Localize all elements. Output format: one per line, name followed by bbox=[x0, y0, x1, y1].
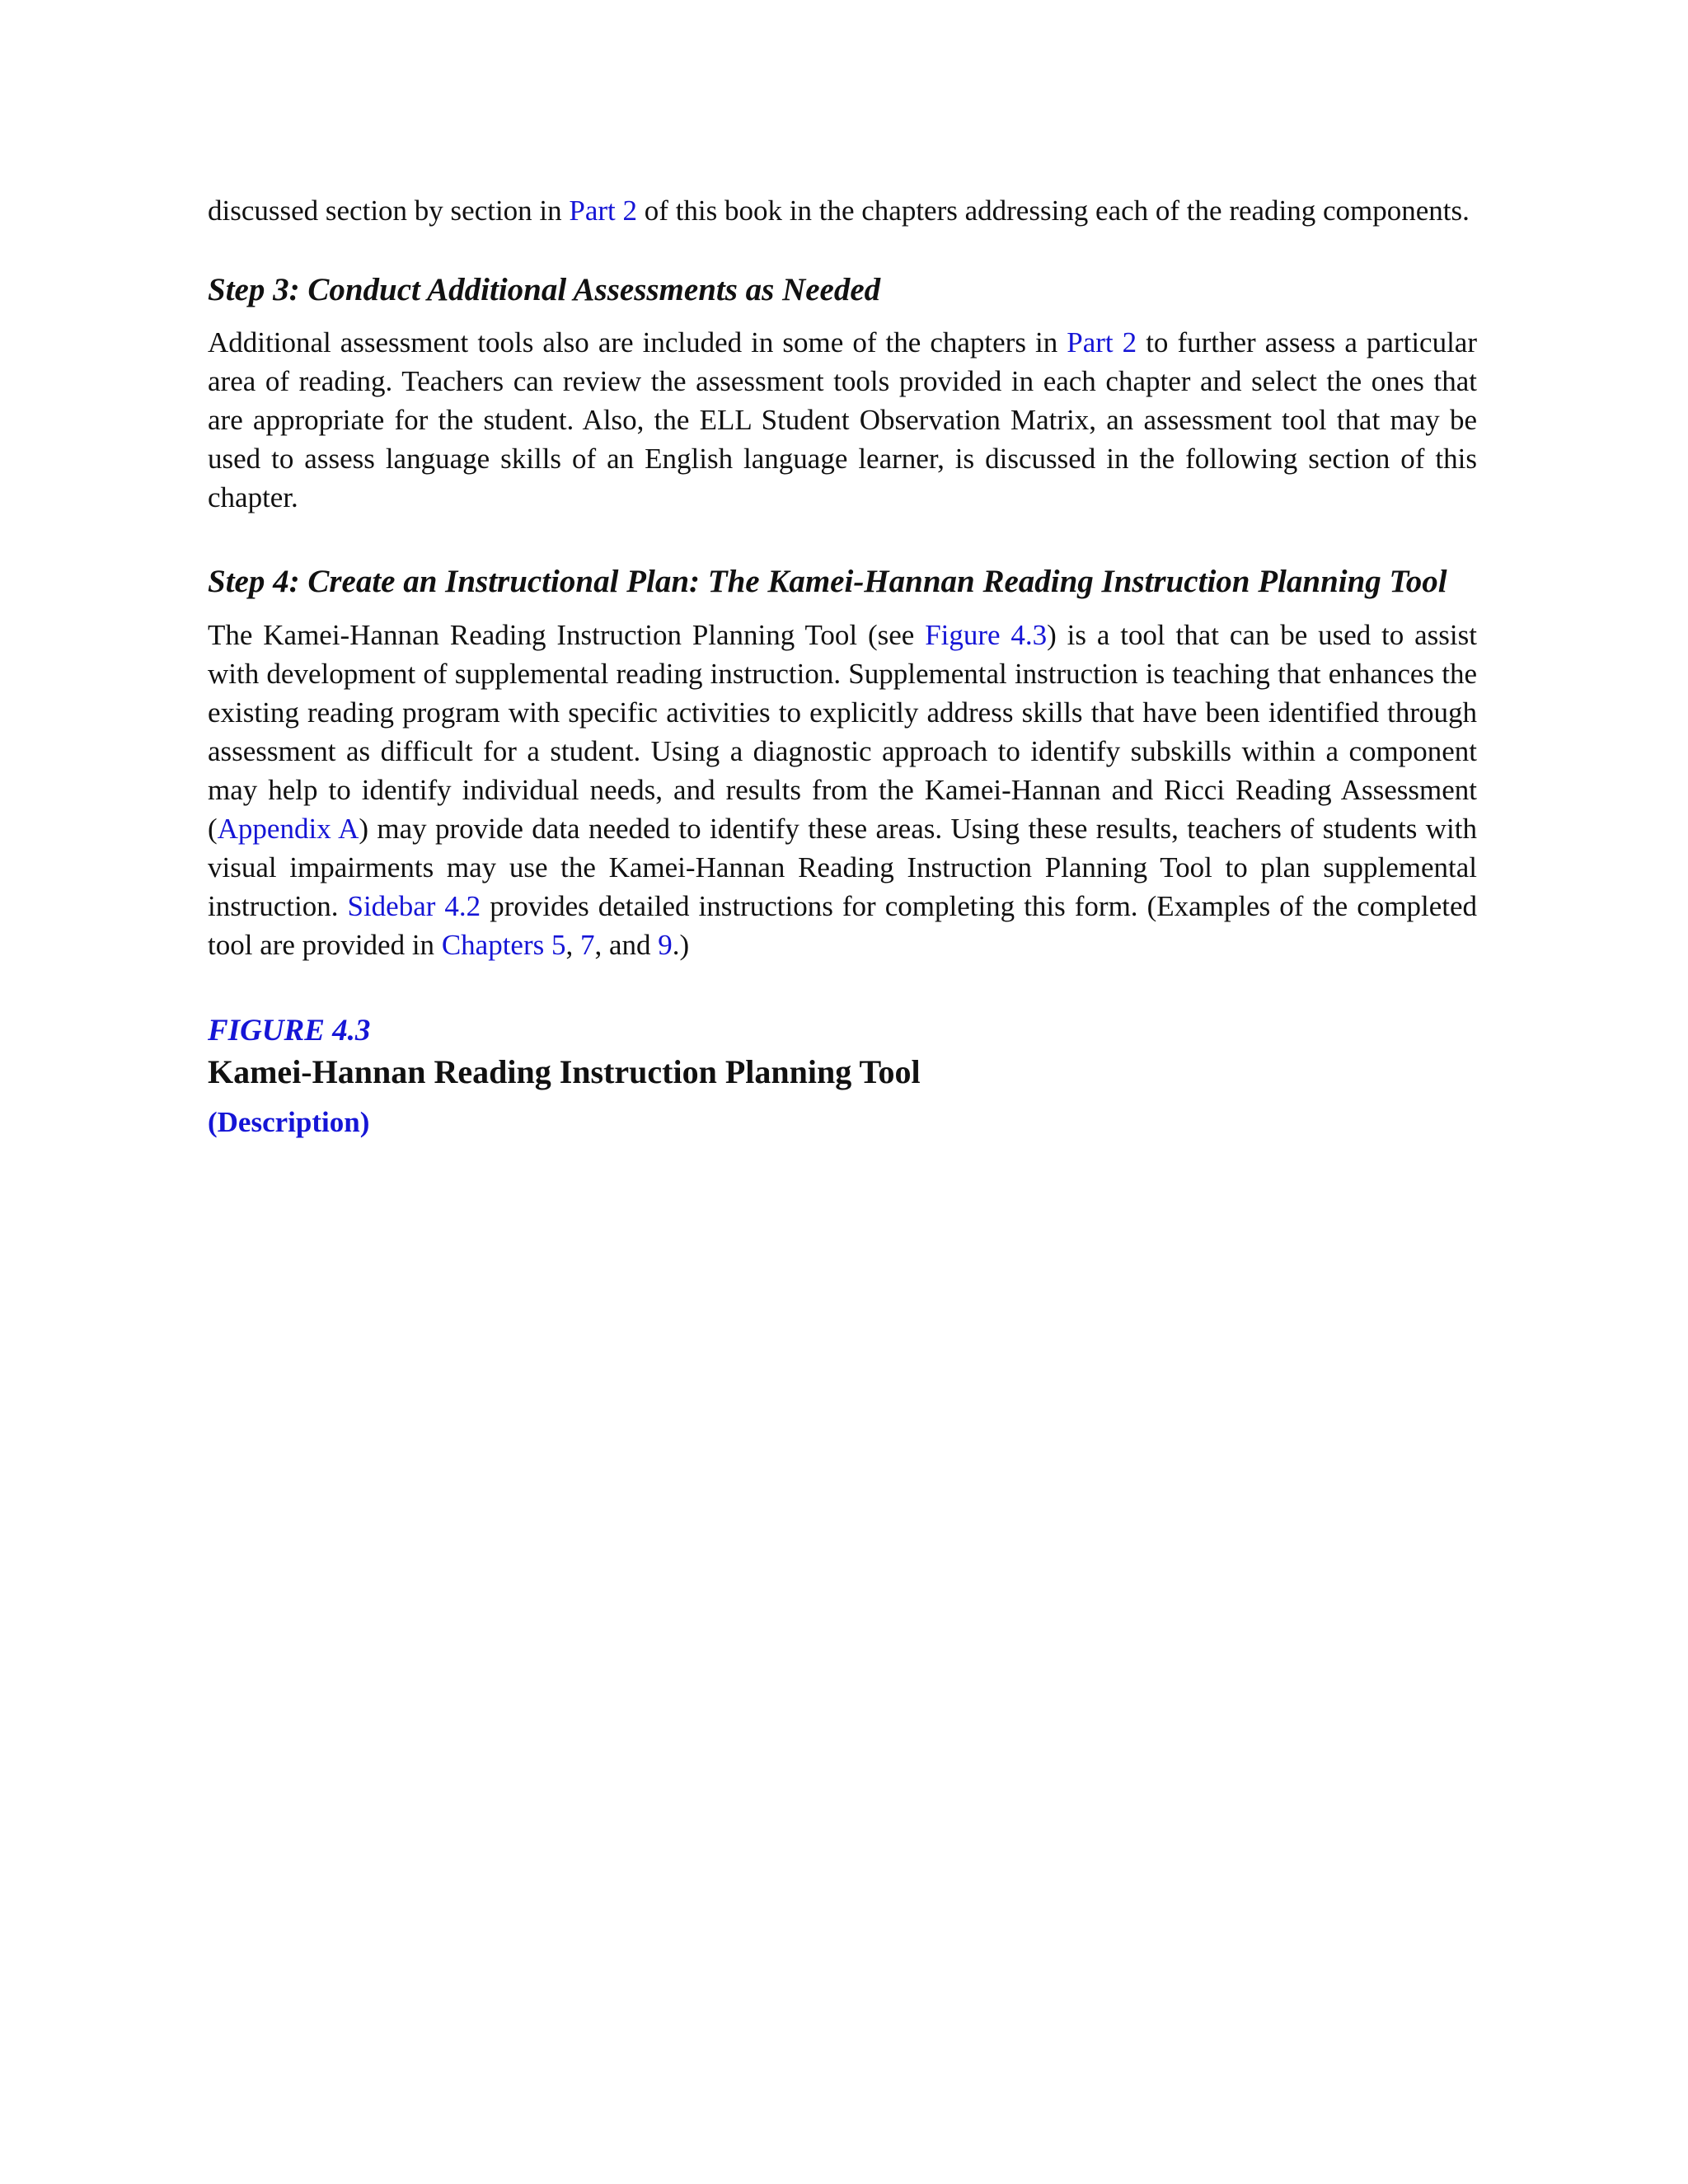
step-4-text-5: , bbox=[565, 929, 580, 961]
sidebar-4-2-link[interactable]: Sidebar 4.2 bbox=[347, 890, 481, 922]
step-3-text-1: Additional assessment tools also are included in some of the chapters in bbox=[208, 326, 1067, 359]
chapter-9-link[interactable]: 9 bbox=[658, 929, 673, 961]
figure-description-link[interactable]: (Description) bbox=[208, 1106, 370, 1138]
step-4-text-7: .) bbox=[672, 929, 690, 961]
chapter-5-link[interactable]: Chapters 5 bbox=[441, 929, 566, 961]
page-content bbox=[208, 191, 1477, 1142]
step-4-text-3: ) may provide data needed to identify these areas. Using these results, teachers of students with visual impairments may use the Kamei-Hannan Reading Instruction Planning Tool to plan supplemental instruction. bbox=[208, 813, 1478, 922]
part-2-link[interactable]: Part 2 bbox=[569, 194, 638, 227]
intro-text-1: discussed section by section in bbox=[208, 194, 570, 227]
figure-block bbox=[208, 1012, 1477, 1142]
part-2-link[interactable]: Part 2 bbox=[1067, 326, 1137, 359]
step-4-paragraph bbox=[208, 616, 1477, 964]
step-4-text-4: provides detailed instructions for completing this form. (Examples of the completed tool are provided in bbox=[208, 890, 1477, 961]
intro-text-2: of this book in the chapters addressing each of the reading components. bbox=[637, 194, 1470, 227]
step-4-text-1: The Kamei-Hannan Reading Instruction Planning Tool (see bbox=[208, 619, 926, 651]
figure-4-3-link[interactable]: Figure 4.3 bbox=[925, 619, 1048, 651]
step-4-text-2: ) is a tool that can be used to assist with development of supplemental reading instruction. Supplemental instruction is teaching that enhances the existing reading program with specific activities to explicitly address skills that have been identified through assessment as difficult for a student. Using a diagnostic approach to identify subskills within a component may help to identify individual needs, and results from the Kamei-Hannan and Ricci Reading Assessment ( bbox=[208, 619, 1477, 845]
appendix-a-link[interactable]: Appendix A bbox=[217, 813, 359, 845]
figure-title: Kamei-Hannan Reading Instruction Planning Tool bbox=[208, 1053, 921, 1090]
intro-paragraph bbox=[208, 191, 1477, 230]
step-3-text-2: to further assess a particular area of reading. Teachers can review the assessment tools provided in each chapter and select the ones that are appropriate for the student. Also, the ELL Student Observation Matrix, an assessment tool that may be used to assess language skills of an English language learner, is discussed in the following section of this chapter. bbox=[208, 326, 1477, 513]
chapter-7-link[interactable]: 7 bbox=[579, 929, 595, 961]
step-3-heading: Step 3: Conduct Additional Assessments as Needed bbox=[208, 272, 881, 307]
figure-label: FIGURE 4.3 bbox=[208, 1014, 371, 1047]
step-3-paragraph bbox=[208, 323, 1477, 517]
step-4-heading: Step 4: Create an Instructional Plan: The Kamei-Hannan Reading Instruction Planning Tool bbox=[208, 564, 1447, 599]
step-4-text-6: , and bbox=[594, 929, 659, 961]
